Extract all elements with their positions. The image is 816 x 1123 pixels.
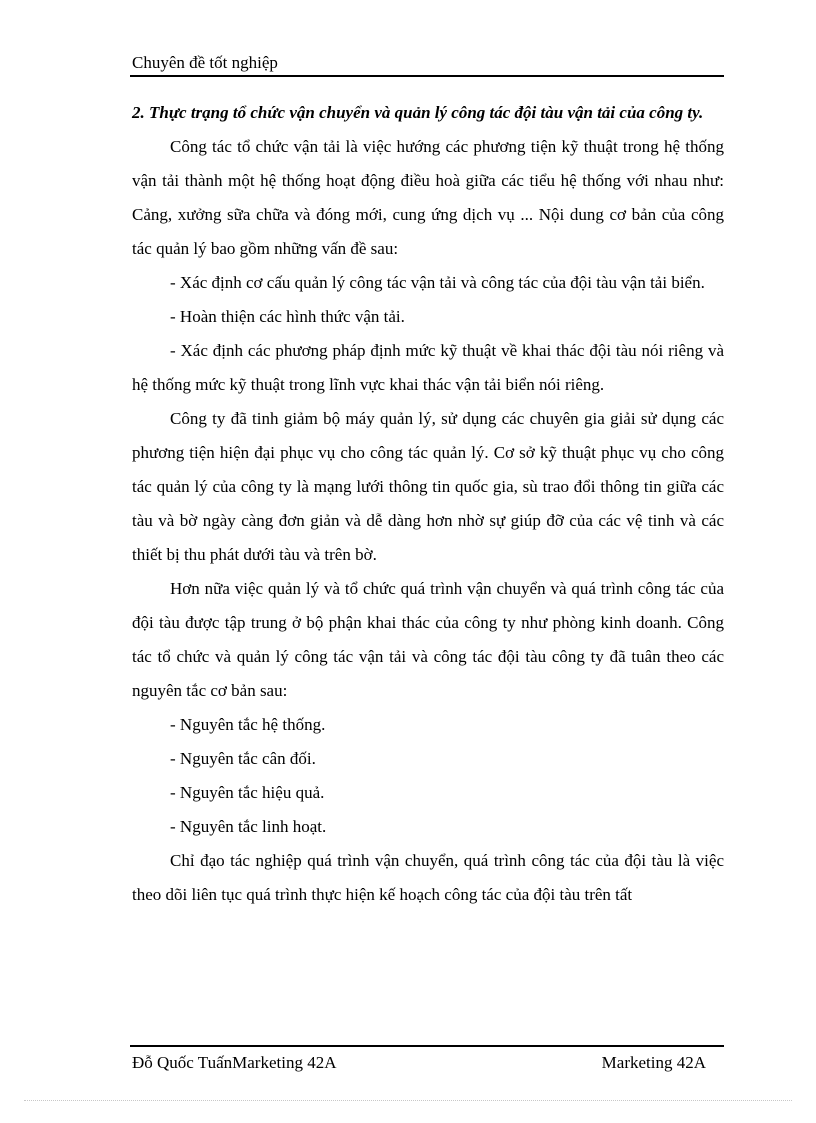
bullet-item: - Nguyên tắc hiệu quả. [170, 783, 325, 802]
bullet-item: - Hoàn thiện các hình thức vận tải. [170, 307, 405, 326]
footer-author: Đỗ Quốc TuấnMarketing 42A [132, 1053, 337, 1072]
bullet-item: - Nguyên tắc hệ thống. [170, 715, 326, 734]
paragraph: Hơn nữa việc quản lý và tổ chức quá trình vận chuyển và quá trình công tác của đội tàu được tập trung ở bộ phận khai thác của công ty như phòng kinh doanh. Công tác tổ chức và quản lý công tác vận tải và công tác đội tàu công ty đã tuân theo các nguyên tắc cơ bản sau: [132, 579, 724, 700]
bullet-item: - Nguyên tắc cân đối. [170, 749, 316, 768]
section-heading: 2. Thực trạng tổ chức vận chuyển và quản lý công tác đội tàu vận tải của công ty. [132, 103, 704, 122]
footer-divider [130, 1045, 724, 1047]
page-edge-dotted-line [24, 1100, 792, 1101]
bullet-item: - Xác định các phương pháp định mức kỹ thuật về khai thác đội tàu nói riêng và hệ thống mức kỹ thuật trong lĩnh vực khai thác vận tải biển nói riêng. [132, 341, 724, 394]
paragraph: Công ty đã tinh giảm bộ máy quản lý, sử dụng các chuyên gia giải sử dụng các phương tiện hiện đại phục vụ cho công tác quản lý. Cơ sở kỹ thuật phục vụ cho công tác quản lý của công ty là mạng lưới thông tin quốc gia, sù trao đổi thông tin giữa các tàu và bờ ngày càng đơn giản và dễ dàng hơn nhờ sự giúp đỡ của các vệ tinh và các thiết bị thu phát dưới tàu và trên bờ. [132, 409, 724, 564]
header-divider [130, 75, 724, 77]
footer-class: Marketing 42A [601, 1053, 706, 1072]
bullet-item: - Xác định cơ cấu quản lý công tác vận tải và công tác của đội tàu vận tải biển. [170, 273, 705, 292]
document-body [132, 96, 724, 912]
page-header-title: Chuyên đề tốt nghiệp [132, 53, 278, 72]
paragraph: Công tác tổ chức vận tải là việc hướng các phương tiện kỹ thuật trong hệ thống vận tải thành một hệ thống hoạt động điều hoà giữa các tiểu hệ thống với nhau như: Cảng, xưởng sữa chữa và đóng mới, cung ứng dịch vụ ... Nội dung cơ bản của công tác quản lý bao gồm những vấn đề sau: [132, 137, 724, 258]
bullet-item: - Nguyên tắc linh hoạt. [170, 817, 327, 836]
paragraph: Chỉ đạo tác nghiệp quá trình vận chuyển, quá trình công tác của đội tàu là việc theo dõi liên tục quá trình thực hiện kế hoạch công tác của đội tàu trên tất [132, 851, 724, 904]
